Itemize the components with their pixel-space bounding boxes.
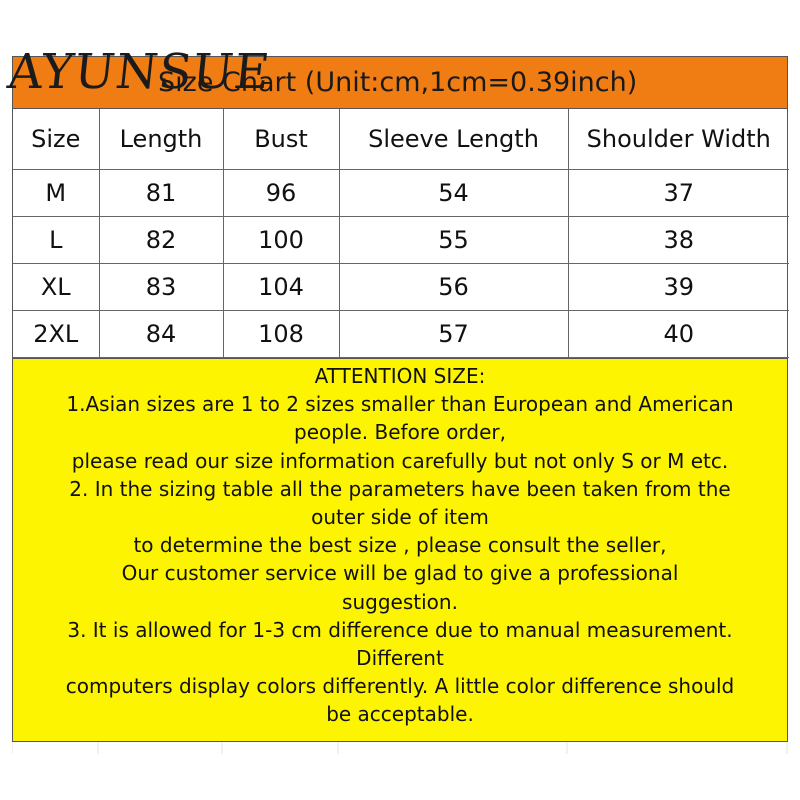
notes-line: outer side of item: [311, 505, 489, 530]
size-table-header-row: [13, 109, 789, 170]
cell-sleeve-length: 57: [339, 311, 568, 358]
cell-length: 83: [99, 264, 223, 311]
notes-line: please read our size information carefully but not only S or M etc.: [71, 448, 729, 473]
column-header-bust: Bust: [223, 109, 339, 170]
notes-line: 2. In the sizing table all the parameters have been taken from the: [69, 476, 731, 501]
notes-line: 3. It is allowed for 1-3 cm difference due to manual measurement.: [67, 617, 733, 642]
cell-shoulder-width: 39: [568, 264, 789, 311]
notes-line: 1.Asian sizes are 1 to 2 sizes smaller than European and American: [66, 392, 734, 417]
attention-notes: [13, 358, 787, 741]
notes-line: Our customer service will be glad to give a professional: [121, 561, 679, 586]
table-row: [13, 264, 789, 311]
notes-heading: ATTENTION SIZE:: [314, 364, 486, 388]
table-row: [13, 311, 789, 358]
cell-shoulder-width: 37: [568, 170, 789, 217]
cell-bust: 96: [223, 170, 339, 217]
cell-size: L: [13, 217, 99, 264]
cell-bust: 100: [223, 217, 339, 264]
notes-line: computers display colors differently. A little color difference should: [65, 674, 735, 699]
cell-bust: 108: [223, 311, 339, 358]
size-table: [13, 109, 789, 358]
faint-divider-lines: [12, 742, 788, 762]
column-header-shoulder-width: Shoulder Width: [568, 109, 789, 170]
cell-shoulder-width: 40: [568, 311, 789, 358]
column-header-sleeve-length: Sleeve Length: [339, 109, 568, 170]
notes-line: to determine the best size , please consult the seller,: [133, 533, 667, 558]
cell-length: 81: [99, 170, 223, 217]
cell-size: 2XL: [13, 311, 99, 358]
size-chart: [12, 56, 788, 742]
cell-bust: 104: [223, 264, 339, 311]
brand-logo: AYUNSUE: [5, 44, 274, 100]
cell-sleeve-length: 55: [339, 217, 568, 264]
column-header-size: Size: [13, 109, 99, 170]
cell-size: M: [13, 170, 99, 217]
cell-length: 84: [99, 311, 223, 358]
cell-sleeve-length: 56: [339, 264, 568, 311]
notes-line: Different: [356, 646, 444, 671]
notes-line: people. Before order,: [294, 420, 506, 445]
cell-shoulder-width: 38: [568, 217, 789, 264]
cell-sleeve-length: 54: [339, 170, 568, 217]
column-header-length: Length: [99, 109, 223, 170]
table-row: [13, 170, 789, 217]
notes-line: suggestion.: [342, 589, 458, 614]
notes-line: be acceptable.: [326, 702, 474, 727]
cell-length: 82: [99, 217, 223, 264]
size-chart-title: Size Chart (Unit:cm,1cm=0.39inch): [158, 67, 638, 98]
table-row: [13, 217, 789, 264]
cell-size: XL: [13, 264, 99, 311]
